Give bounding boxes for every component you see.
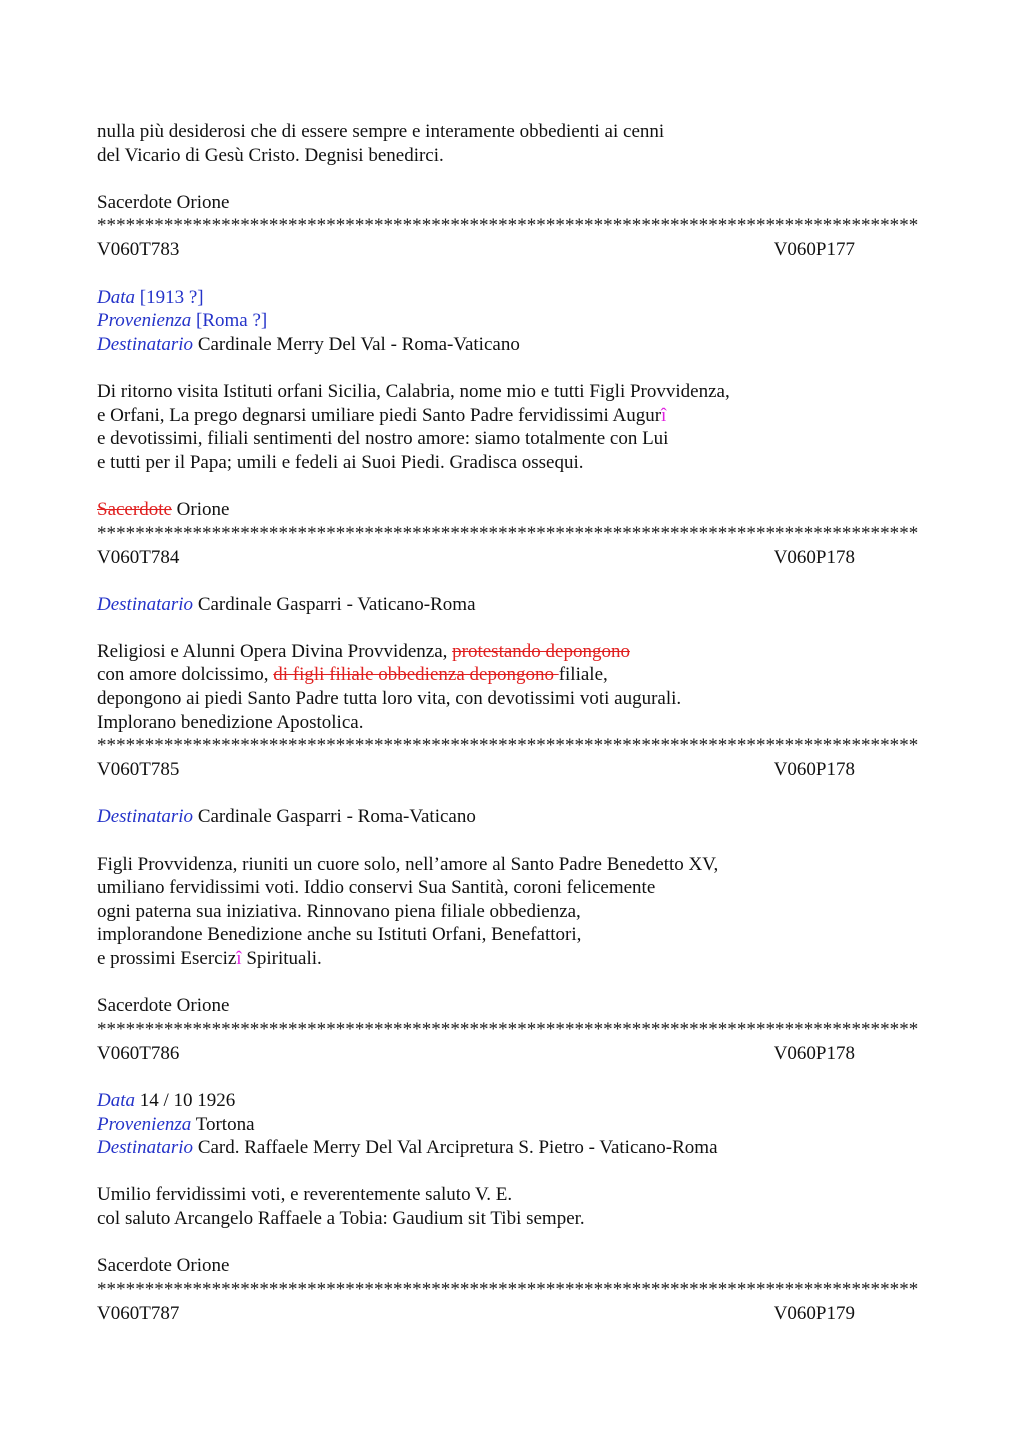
provenance-label: Provenienza [97,310,192,332]
recipient-label: Destinatario [97,806,194,828]
entry-header [97,238,855,262]
recipient-value: Cardinale Merry Del Val - Roma-Vaticano [197,333,520,355]
body-line: implorandone Benedizione anche su Istituti Orfani, Benefattori, [97,924,582,946]
body-line: Figli Provvidenza, riuniti un cuore solo, nell’amore al Santo Padre Benedetto XV, [97,853,719,875]
body-line: e devotissimi, filiali sentimenti del nostro amore: siamo totalmente con Lui [97,428,669,450]
entry-code: V060T785 [97,759,180,781]
deleted-text: di figli filiale obbedienza depongono [273,664,559,686]
body-line: con amore dolcissimo, di figli filiale obbedienza depongono filiale, [97,664,608,686]
date-label: Data [97,1089,135,1111]
circumflex-mark: î [661,404,667,426]
date-value: 14 / 10 1926 [139,1089,236,1111]
recipient-label: Destinatario [97,593,194,615]
body-line: nulla più desiderosi che di essere sempre e interamente obbedienti ai cenni [97,121,665,142]
entry-header [97,1042,855,1066]
entry-header [97,1302,855,1326]
entry-header [97,758,855,782]
signature: Sacerdote Orione [97,498,230,520]
body-line: col saluto Arcangelo Raffaele a Tobia: Gaudium sit Tibi semper. [97,1207,585,1229]
date-value: [1913 ?] [139,286,204,308]
body-line: Di ritorno visita Istituti orfani Sicilia, Calabria, nome mio e tutti Figli Provvidenza, [97,380,730,402]
body-line: e Orfani, La prego degnarsi umiliare piedi Santo Padre fervidissimi Augurî [97,404,667,426]
separator: ************************************************************************************** [97,1018,919,1040]
body-line: ogni paterna sua iniziativa. Rinnovano piena filiale obbedienza, [97,900,581,922]
document-page [97,120,927,1325]
entry-code: V060T784 [97,546,180,568]
body-line: Umilio fervidissimi voti, e reverentemente saluto V. E. [97,1184,513,1206]
body-line: Implorano benedizione Apostolica. [97,711,364,733]
recipient-label: Destinatario [97,1137,194,1159]
page-code: V060P179 [773,1302,855,1324]
signature: Sacerdote Orione [97,191,230,213]
entry-code: V060T786 [97,1042,180,1064]
deleted-text: Sacerdote [97,498,172,520]
entry-header [97,546,855,570]
date-label: Data [97,286,135,308]
body-line: e prossimi Esercizî Spirituali. [97,948,322,969]
body-line: Religiosi e Alunni Opera Divina Provvidenza, protestando depongono [97,640,630,662]
page-code: V060P177 [773,239,855,261]
separator: ************************************************************************************** [97,215,919,237]
circumflex-mark: î [236,948,242,969]
provenance-value: Tortona [195,1113,255,1135]
body-line: depongono ai piedi Santo Padre tutta loro vita, con devotissimi voti augurali. [97,688,682,710]
provenance-label: Provenienza [97,1113,192,1135]
signature: Sacerdote Orione [97,995,230,1017]
separator: ************************************************************************************** [97,735,919,757]
recipient-value: Cardinale Gasparri - Vaticano-Roma [197,593,476,615]
page-code: V060P178 [773,546,855,568]
signature: Sacerdote Orione [97,1255,230,1277]
entry-code: V060T783 [97,239,180,261]
provenance-value: [Roma ?] [196,310,268,332]
body-line: umiliano fervidissimi voti. Iddio conservi Sua Santità, coroni felicemente [97,877,656,899]
body-line: del Vicario di Gesù Cristo. Degnisi benedirci. [97,144,444,166]
recipient-value: Cardinale Gasparri - Roma-Vaticano [197,806,476,828]
deleted-text: protestando depongono [452,640,630,662]
separator: ************************************************************************************** [97,522,919,544]
page-code: V060P178 [773,759,855,781]
recipient-label: Destinatario [97,333,194,355]
separator: ************************************************************************************** [97,1278,919,1300]
page-code: V060P178 [773,1042,855,1064]
body-line: e tutti per il Papa; umili e fedeli ai Suoi Piedi. Gradisca ossequi. [97,451,584,473]
entry-code: V060T787 [97,1302,180,1324]
recipient-value: Card. Raffaele Merry Del Val Arcipretura S. Pietro - Vaticano-Roma [197,1137,718,1159]
